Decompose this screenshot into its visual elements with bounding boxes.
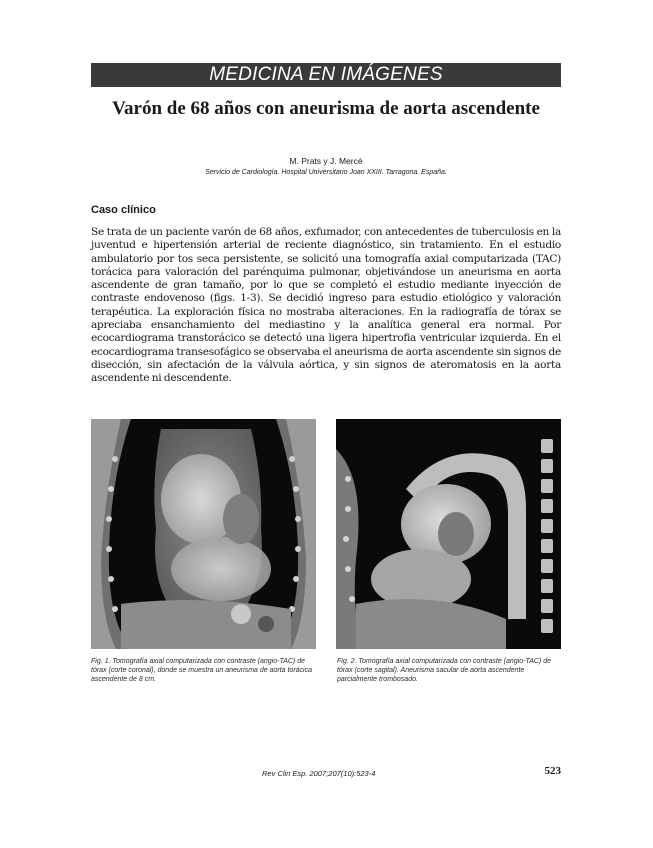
case-heading: Caso clínico — [91, 204, 156, 216]
authors: M. Prats y J. Mercè — [289, 156, 363, 166]
article-title: Varón de 68 años con aneurisma de aorta ascendente — [112, 98, 540, 119]
case-text: Se trata de un paciente varón de 68 años, exfumador, con antecedentes de tuberculosis en la juventud e hipertensión arterial de reciente diagnóstico, sin tratamiento. En el estudio ambulatorio por tos seca persistente, se solicitó una tomografía axial computarizada (TAC) torácica para valoración del parénquima pulmonar, objetivándose un aneurisma en aorta ascendente de gran tamaño, por lo que se completó el estudio mediante inyección de contraste endovenoso (figs. 1-3). Se decidió ingreso para estudio etiológico y valoración terapéutica. La exploración física no mostraba alteraciones. En la radiografía de tórax se apreciaba ensanchamiento del mediastino y la analítica general era normal. Por ecocardiograma transtorácico se detectó una ligera hipertrofia ventricular izquierda. En el ecocardiograma transesofágico se observaba el aneurisma de aorta ascendente sin signos de disección, sin afectación de la válvula aórtica, y sin signos de ateromatosis en la aorta ascendente ni descendente. — [91, 226, 561, 385]
page-number: 523 — [544, 765, 561, 777]
section-header: MEDICINA EN IMÁGENES — [91, 63, 561, 87]
figure-2-ct-sagittal — [336, 419, 561, 649]
affiliation: Servicio de Cardiología. Hospital Universitario Joan XXIII. Tarragona. España. — [205, 169, 447, 176]
figure-1-ct-coronal — [91, 419, 316, 649]
journal-citation: Rev Clin Esp. 2007;207(10):523-4 — [262, 769, 376, 778]
figure-1-caption: Fig. 1. Tomografía axial computarizada con contraste (angio-TAC) de tórax (corte coronal), donde se muestra un aneurisma de aorta torácica ascendente de 8 cm. — [91, 658, 313, 684]
figure-2-caption: Fig. 2. Tomografía axial computarizada con contraste (angio-TAC) de tórax (corte sagital). Aneurisma sacular de aorta ascendente parcialmente trombosado. — [337, 658, 551, 684]
